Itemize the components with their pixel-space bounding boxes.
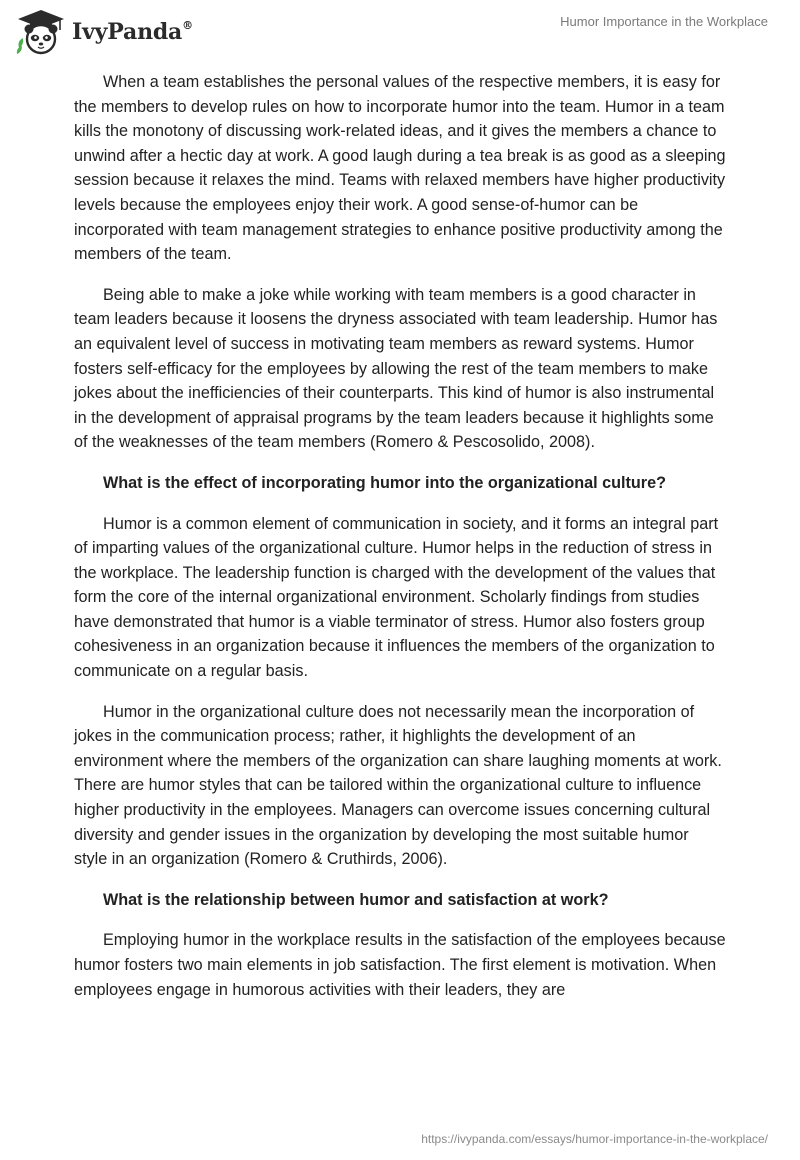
section-heading: What is the relationship between humor and satisfaction at work? <box>103 890 609 909</box>
paragraph: Humor in the organizational culture does not necessarily mean the incorporation of jokes in the communication process; rather, it highlights the development of an environment where the members of the organization can share laughing moments at work. There are humor styles that can be tailored within the organizational culture to influence higher productivity in the employees. Managers can overcome issues concerning cultural diversity and gender issues in the organization by developing the most suitable humor style in an organization (Romero & Cruthirds, 2006). <box>74 702 722 869</box>
essay-body <box>74 70 726 1018</box>
paragraph: Being able to make a joke while working with team members is a good character in team leaders because it loosens the dryness associated with team leadership. Humor has an equivalent level of success in motivating team members as reward systems. Humor fosters self-efficacy for the employees by allowing the rest of the team members to make jokes about the inefficiencies of their counterparts. This kind of humor is also instrumental in the development of appraisal programs by the team leaders because it highlights some of the weaknesses of the team members (Romero & Pescosolido, 2008). <box>74 285 718 452</box>
paragraph: Employing humor in the workplace results in the satisfaction of the employees because humor fosters two main elements in job satisfaction. The first element is motivation. When employees engage in humorous activities with their leaders, they are <box>74 931 726 999</box>
page-header <box>0 0 800 64</box>
source-url-link[interactable]: https://ivypanda.com/essays/humor-importance-in-the-workplace/ <box>421 1132 768 1146</box>
brand-name: IvyPanda® <box>72 18 193 45</box>
section-heading: What is the effect of incorporating humor into the organizational culture? <box>103 473 666 492</box>
registered-mark: ® <box>182 18 193 32</box>
document-title: Humor Importance in the Workplace <box>560 14 768 29</box>
paragraph: Humor is a common element of communication in society, and it forms an integral part of imparting values of the organizational culture. Humor helps in the reduction of stress in the workplace. The leadership function is charged with the development of the values that form the core of the internal organizational environment. Scholarly findings from studies have demonstrated that humor is a viable terminator of stress. Humor also fosters group cohesiveness in an organization because it influences the members of the organization to communicate on a regular basis. <box>74 514 719 681</box>
ivypanda-logo[interactable] <box>14 8 193 56</box>
panda-graduate-logo-icon <box>14 8 68 56</box>
paragraph: When a team establishes the personal values of the respective members, it is easy for the members to develop rules on how to incorporate humor into the team. Humor in a team kills the monotony of discussing work-related ideas, and it gives the members a chance to unwind after a hectic day at work. A good laugh during a tea break is as good as a sleeping session because it relaxes the mind. Teams with relaxed members have higher productivity levels because the employees enjoy their work. A good sense-of-humor can be incorporated with team management strategies to enhance positive productivity among the members of the team. <box>74 73 726 264</box>
